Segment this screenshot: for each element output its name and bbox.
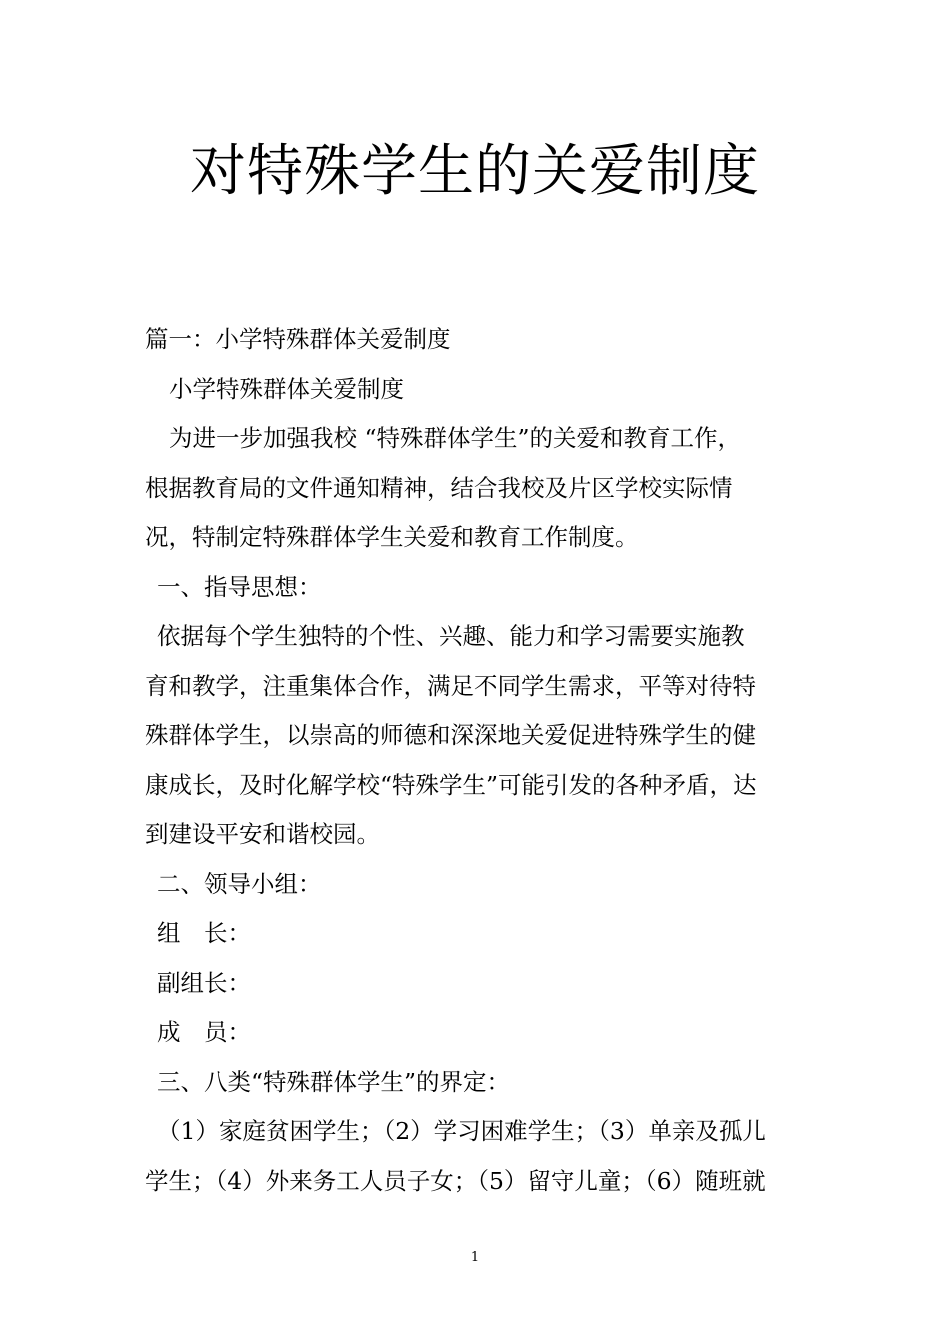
paragraph-line: （1）家庭贫困学生；（2）学习困难学生；（3）单亲及孤儿	[157, 1117, 766, 1145]
paragraph-line: 况，特制定特殊群体学生关爱和教育工作制度。	[145, 523, 639, 551]
document-body	[145, 315, 810, 1206]
section-heading: 一、指导思想：	[157, 572, 322, 601]
paragraph-line: 依据每个学生独特的个性、兴趣、能力和学习需要实施教	[157, 622, 745, 650]
paragraph-line: 根据教育局的文件通知精神，结合我校及片区学校实际情	[145, 473, 733, 502]
document-title: 对特殊学生的关爱制度	[190, 139, 760, 204]
section-heading: 三、八类“特殊群体学生”的界定：	[157, 1067, 511, 1096]
section-heading: 二、领导小组：	[157, 869, 322, 898]
paragraph-line: 学生；（4）外来务工人员子女；（5）留守儿童；（6）随班就	[145, 1166, 766, 1195]
subsection-title: 小学特殊群体关爱制度	[169, 374, 404, 403]
paragraph-line: 殊群体学生，以崇高的师德和深深地关爱促进特殊学生的健	[145, 721, 756, 749]
list-item: 组 长：	[157, 919, 251, 947]
list-item: 副组长：	[157, 968, 251, 997]
list-item: 成 员：	[157, 1018, 251, 1046]
paragraph-line: 育和教学，注重集体合作，满足不同学生需求，平等对待特	[145, 671, 756, 700]
paragraph-line: 康成长，及时化解学校“特殊学生”可能引发的各种矛盾，达	[145, 770, 757, 799]
section-heading: 篇一：小学特殊群体关爱制度	[145, 325, 451, 353]
paragraph-line: 为进一步加强我校 “特殊群体学生”的关爱和教育工作，	[169, 424, 741, 452]
page-number: 1	[470, 1250, 480, 1265]
paragraph-line: 到建设平安和谐校园。	[145, 820, 380, 848]
